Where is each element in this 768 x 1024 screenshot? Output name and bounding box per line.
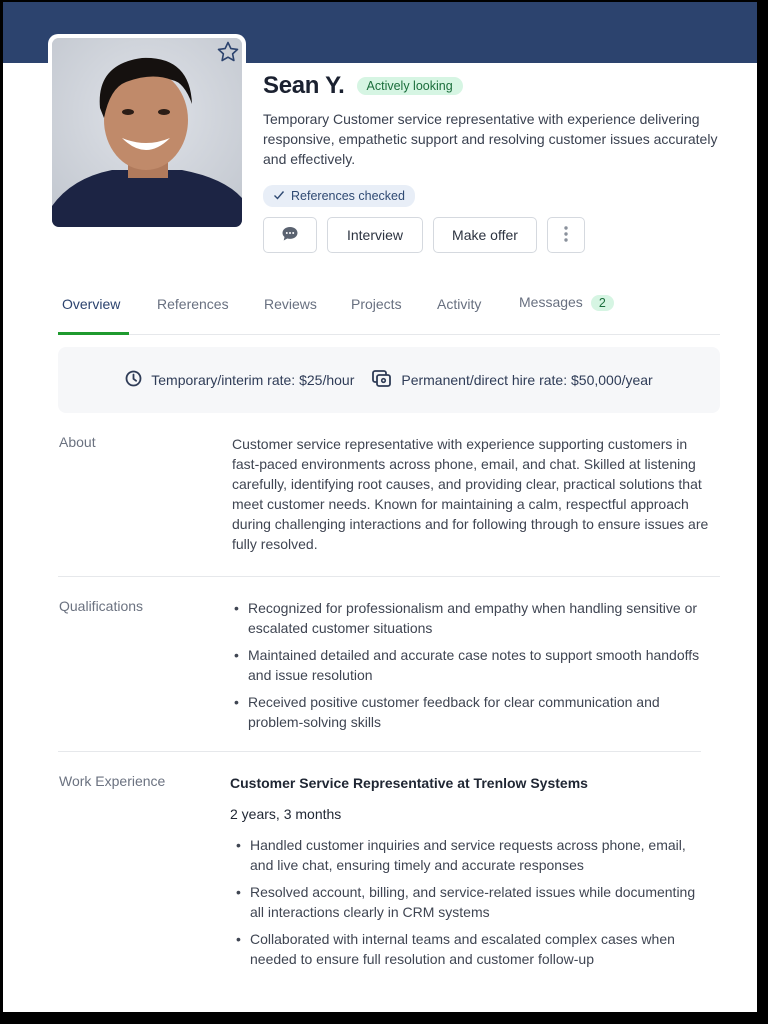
- candidate-name: Sean Y.: [263, 72, 345, 99]
- messages-count-badge: 2: [591, 295, 614, 311]
- more-options-button[interactable]: [547, 217, 585, 253]
- profile-photo-frame: [48, 34, 246, 230]
- tab-messages-label: Messages: [519, 294, 583, 310]
- rates-panel: [58, 347, 720, 413]
- temporary-rate-text: Temporary/interim rate: $25/hour: [151, 372, 355, 388]
- status-badge: Actively looking: [357, 77, 463, 95]
- permanent-rate-text: Permanent/direct hire rate: $50,000/year: [401, 372, 653, 388]
- candidate-tagline: Temporary Customer service representative with experience delivering responsive, empathetic support and resolving customer issues accurately and effectively.: [263, 111, 718, 167]
- about-label: About: [59, 434, 96, 450]
- qualification-item: • Received positive customer feedback for clear communication and problem-solving skills: [232, 692, 712, 732]
- vertical-ellipsis-icon: [564, 225, 568, 246]
- active-tab-indicator: [58, 332, 129, 335]
- permanent-rate: [372, 370, 652, 391]
- tab-references[interactable]: References: [157, 296, 229, 312]
- chat-bubble-icon: [281, 226, 299, 245]
- job-title: Customer Service Representative at Trenlow Systems: [230, 775, 588, 791]
- responsibility-item: • Collaborated with internal teams and escalated complex cases when needed to ensure full resolution and customer follow-up: [234, 929, 710, 969]
- work-experience-label: Work Experience: [59, 773, 166, 789]
- interview-button[interactable]: Interview: [327, 217, 423, 253]
- qualification-item: • Recognized for professionalism and empathy when handling sensitive or escalated customer situations: [232, 598, 712, 638]
- make-offer-button[interactable]: Make offer: [433, 217, 537, 253]
- section-divider: [58, 751, 701, 752]
- message-button[interactable]: [263, 217, 317, 253]
- checkmark-icon: [273, 189, 285, 204]
- about-text: Customer service representative with experience supporting customers in fast-paced environments across phone, email, and chat. Skilled at listening carefully, identifying root causes, and providing clear, practical solutions that meet customer needs. Known for maintaining a calm, respectful approach during challenging interactions and for following through to ensure issues are fully resolved.: [232, 436, 709, 552]
- section-divider: [58, 576, 720, 577]
- references-checked-badge: [263, 185, 415, 207]
- profile-info: [263, 70, 743, 253]
- person-photo-illustration: [52, 38, 242, 227]
- action-bar: [263, 217, 743, 253]
- responsibility-item: • Handled customer inquiries and service requests across phone, email, and live chat, ensuring timely and accurate responses: [234, 835, 710, 875]
- clock-icon: [125, 370, 142, 390]
- tab-overview[interactable]: Overview: [62, 296, 121, 312]
- tab-messages[interactable]: [519, 294, 614, 311]
- favorite-star-icon[interactable]: [216, 40, 240, 64]
- profile-tabs: [58, 285, 720, 335]
- qualifications-label: Qualifications: [59, 598, 144, 614]
- candidate-profile-card: [3, 2, 757, 1012]
- responsibility-item: • Resolved account, billing, and service-related issues while documenting all interactions clearly in CRM systems: [234, 882, 710, 922]
- profile-photo: [52, 38, 242, 227]
- job-responsibilities: [230, 835, 710, 969]
- qualifications-list: [232, 598, 712, 739]
- job-duration: 2 years, 3 months: [230, 806, 342, 822]
- tab-activity[interactable]: Activity: [437, 296, 482, 312]
- qualification-item: • Maintained detailed and accurate case notes to support smooth handoffs and issue resolution: [232, 645, 712, 685]
- temporary-rate: [125, 370, 354, 390]
- money-icon: [372, 370, 392, 391]
- tab-reviews[interactable]: Reviews: [264, 296, 317, 312]
- references-badge-label: References checked: [291, 189, 405, 203]
- tab-projects[interactable]: Projects: [351, 296, 402, 312]
- work-experience-body: [230, 773, 710, 976]
